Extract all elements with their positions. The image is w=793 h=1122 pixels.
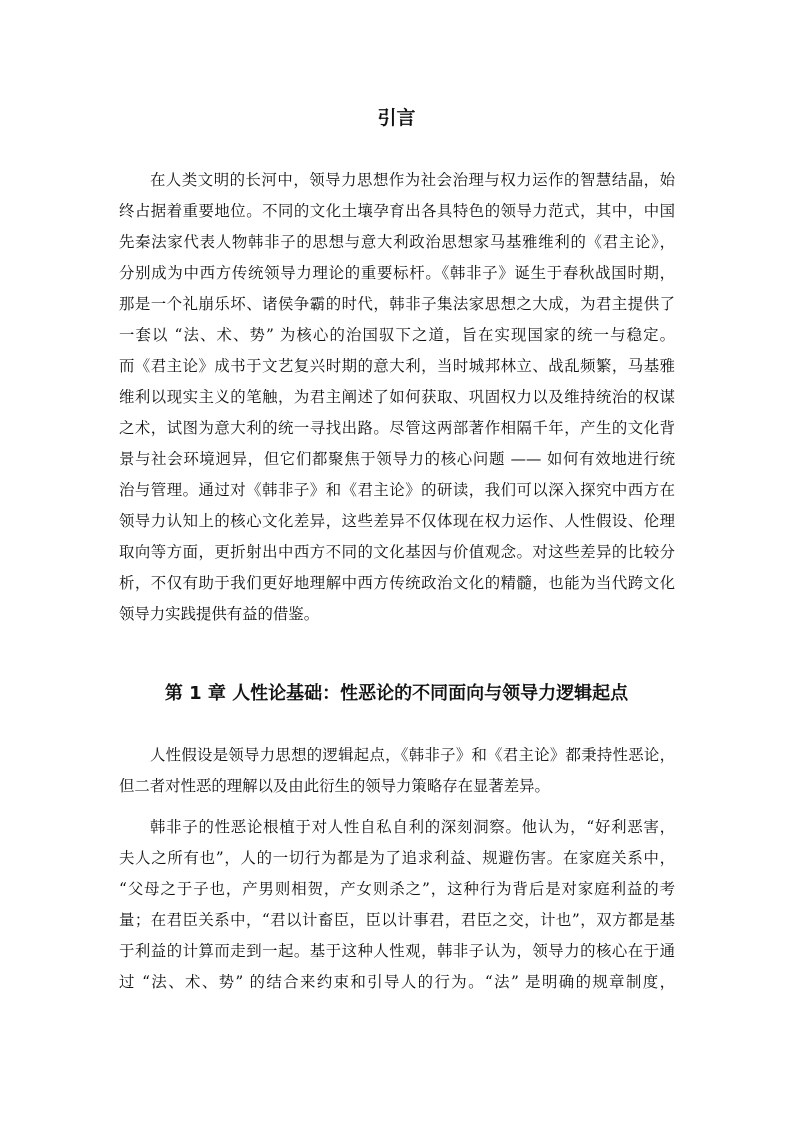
chapter-paragraph (119, 812, 675, 998)
text-line: 在人类文明的长河中，领导力思想作为社会治理与权力运作的智慧结晶，始 (150, 171, 675, 189)
text-line: 取向等方面，更折射出中西方不同的文化基因与价值观念。对这些差异的比较分 (119, 543, 675, 561)
text-line: 过 “法、术、势” 的结合来约束和引导人的行为。“法” 是明确的规章制度， (119, 973, 675, 991)
intro-paragraph (119, 165, 675, 630)
text-line: 那是一个礼崩乐坏、诸侯争霸的时代，韩非子集法家思想之大成，为君主提供了 (119, 295, 675, 313)
text-line: “父母之于子也，产男则相贺，产女则杀之”，这种行为背后是对家庭利益的考 (119, 880, 675, 898)
text-line: 量；在君臣关系中，“君以计畜臣，臣以计事君，君臣之交，计也”，双方都是基 (119, 911, 675, 929)
text-line: 而《君主论》成书于文艺复兴时期的意大利，当时城邦林立、战乱频繁，马基雅 (119, 357, 675, 375)
text-line: 韩非子的性恶论根植于对人性自私自利的深刻洞察。他认为，“好利恶害， (150, 818, 675, 836)
text-line: 领导力认知上的核心文化差异，这些差异不仅体现在权力运作、人性假设、伦理 (119, 512, 675, 530)
text-line: 一套以 “法、术、势” 为核心的治国驭下之道，旨在实现国家的统一与稳定。 (119, 326, 675, 344)
chapter-heading: 第 1 章 人性论基础：性恶论的不同面向与领导力逻辑起点 (164, 683, 629, 704)
text-line: 分别成为中西方传统领导力理论的重要标杆。《韩非子》诞生于春秋战国时期， (119, 264, 675, 282)
text-line: 景与社会环境迥异，但它们都聚焦于领导力的核心问题 —— 如何有效地进行统 (119, 450, 675, 468)
text-line: 领导力实践提供有益的借鉴。 (119, 605, 320, 623)
text-line: 终占据着重要地位。不同的文化土壤孕育出各具特色的领导力范式，其中，中国 (119, 202, 675, 220)
text-line: 人性假设是领导力思想的逻辑起点，《韩非子》和《君主论》都秉持性恶论， (150, 746, 675, 764)
text-line: 析，不仅有助于我们更好地理解中西方传统政治文化的精髓，也能为当代跨文化 (119, 574, 675, 592)
text-line: 治与管理。通过对《韩非子》和《君主论》的研读，我们可以深入探究中西方在 (119, 481, 675, 499)
text-line: 之术，试图为意大利的统一寻找出路。尽管这两部著作相隔千年，产生的文化背 (119, 419, 675, 437)
text-line: 夫人之所有也”，人的一切行为都是为了追求利益、规避伤害。在家庭关系中， (119, 849, 675, 867)
text-line: 但二者对性恶的理解以及由此衍生的领导力策略存在显著差异。 (119, 777, 550, 795)
intro-title: 引言 (377, 107, 416, 129)
text-line: 先秦法家代表人物韩非子的思想与意大利政治思想家马基雅维利的《君主论》， (119, 233, 675, 251)
chapter-paragraph (119, 740, 675, 802)
text-line: 于利益的计算而走到一起。基于这种人性观，韩非子认为，领导力的核心在于通 (119, 942, 675, 960)
text-line: 维利以现实主义的笔触，为君主阐述了如何获取、巩固权力以及维持统治的权谋 (119, 388, 675, 406)
